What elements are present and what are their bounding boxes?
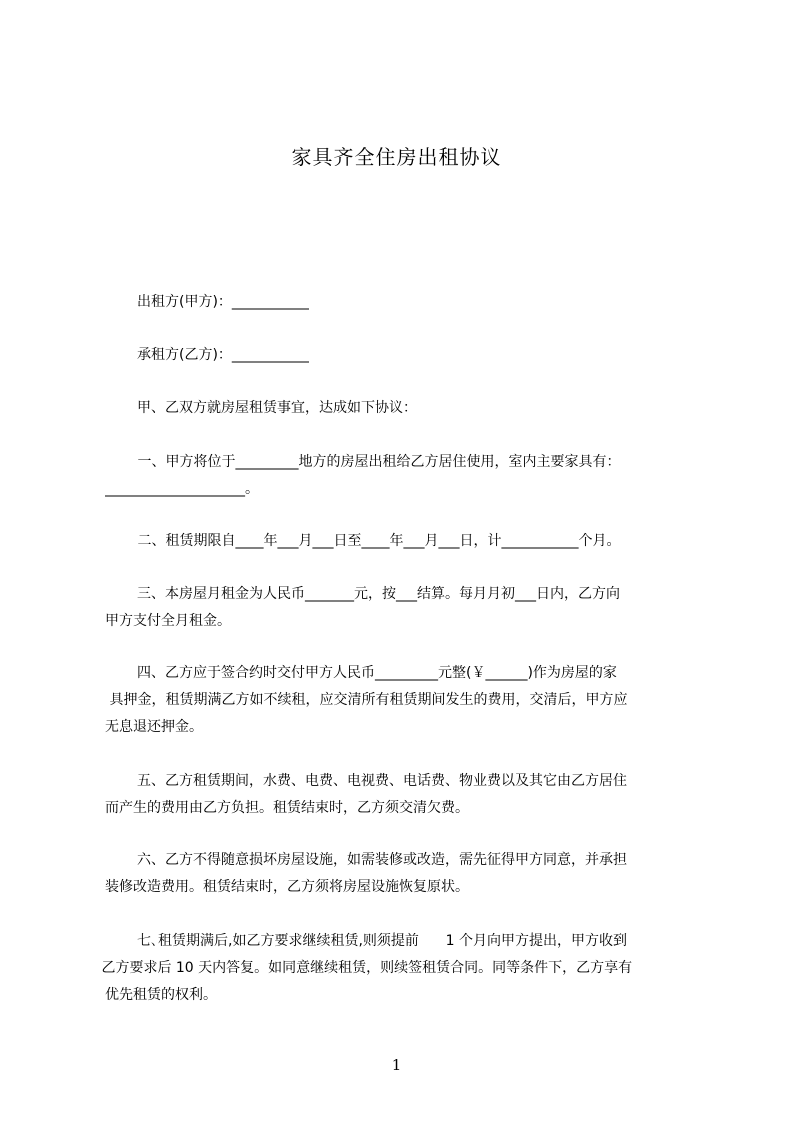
clause-3-line-2: 甲方支付全月租金。 (105, 613, 231, 629)
clause-5-line-2: 而产生的费用由乙方负担。租赁结束时，乙方须交清欠费。 (105, 800, 469, 816)
document-title: 家具齐全住房出租协议 (291, 145, 502, 169)
clause-7-line-1: 七､租赁期满后,如乙方要求继续租赁,则须提前 1 个月向甲方提出，甲方收到 (137, 933, 627, 949)
clause-5-line-1: 五、乙方租赁期间，水费、电费、电视费、电话费、物业费以及其它由乙方居住 (137, 773, 627, 789)
clause-1-line-2: ____________________。 (105, 481, 259, 497)
clause-6-line-1: 六、乙方不得随意损坏房屋设施，如需装修或改造，需先征得甲方同意，并承担 (137, 852, 627, 868)
clause-4-line-3: 无息退还押金。 (105, 719, 203, 735)
clause-4-line-1: 四、乙方应于签合约时交付甲方人民币_________元整(￥______)作为房屋的家 (137, 665, 617, 681)
page-number: 1 (391, 1056, 402, 1074)
clause-4-line-2: 具押金，租赁期满乙方如不续租，应交清所有租赁期间发生的费用，交清后，甲方应 (105, 692, 628, 708)
clause-1-line-1: 一、甲方将位于_________地方的房屋出租给乙方居住使用，室内主要家具有： (133, 454, 621, 470)
preamble: 甲、乙双方就房屋租赁事宜，达成如下协议： (137, 400, 417, 416)
clause-7-line-2: 乙方要求后 10 天内答复。如同意继续租赁，则续签租赁合同。同等条件下，乙方享有 (97, 960, 633, 976)
clause-6-line-2: 装修改造费用。租赁结束时，乙方须将房屋设施恢复原状。 (105, 879, 469, 895)
lessor-line: 出租方(甲方)：___________ (137, 294, 309, 310)
clause-3-line-1: 三、本房屋月租金为人民币_______元，按___结算。每月月初___日内，乙方向 (137, 586, 620, 602)
clause-7-line-3: 优先租赁的权利。 (105, 987, 217, 1003)
clause-2-line-1: 二、租赁期限自____年___月___日至____年___月___日，计___________个月。 (133, 533, 621, 549)
lessee-line: 承租方(乙方)：___________ (137, 347, 309, 363)
